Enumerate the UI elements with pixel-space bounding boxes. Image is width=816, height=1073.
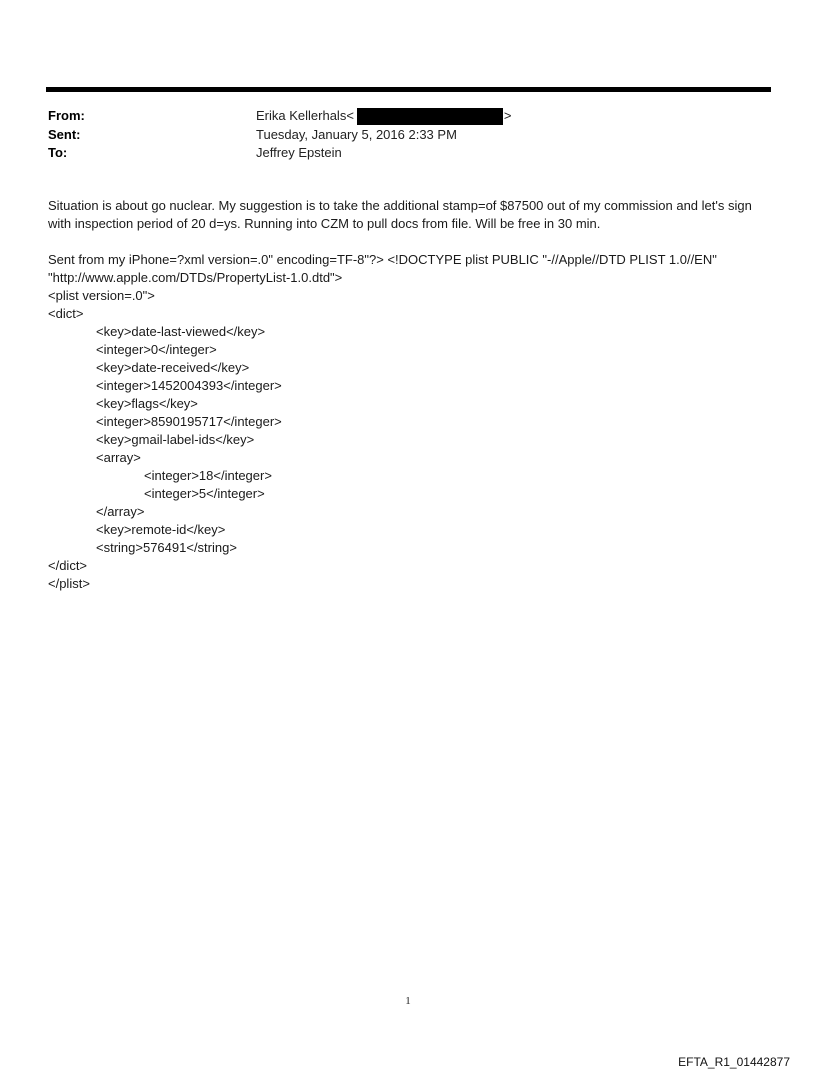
from-open-bracket: < xyxy=(346,108,354,123)
plist-line: <array> xyxy=(96,450,141,465)
sent-row xyxy=(48,126,768,145)
plist-line: </dict> xyxy=(48,558,88,573)
redaction-block xyxy=(357,108,503,125)
email-body xyxy=(48,197,770,593)
signature-line: Sent from my iPhone=?xml version=.0" encoding=TF-8"?> <!DOCTYPE plist PUBLIC "-//Apple//DTD PLIST 1.0//EN" xyxy=(48,252,717,267)
plist-line: <integer>8590195717</integer> xyxy=(96,414,282,429)
from-row xyxy=(48,107,768,126)
header-rule xyxy=(46,87,771,92)
signature-line: "http://www.apple.com/DTDs/PropertyList-1.0.dtd"> xyxy=(48,270,343,285)
sent-label: Sent: xyxy=(48,126,81,142)
plist-line: <key>gmail-label-ids</key> xyxy=(96,432,255,447)
to-label: To: xyxy=(48,145,68,160)
plist-line: <key>date-received</key> xyxy=(96,360,250,375)
from-close-bracket: > xyxy=(503,108,512,123)
plist-line: <plist version=.0"> xyxy=(48,288,155,303)
plist-line: <integer>1452004393</integer> xyxy=(96,378,282,393)
from-value xyxy=(256,107,512,126)
plist-line: <integer>5</integer> xyxy=(144,486,265,501)
message-paragraph: Situation is about go nuclear. My suggestion is to take the additional stamp=of $87500 out of my commission and let's sign with inspection period of 20 d=ys. Running into CZM to pull docs from file. Will be free in 30 min. xyxy=(48,198,752,231)
plist-line: </plist> xyxy=(48,576,90,591)
document-id: EFTA_R1_01442877 xyxy=(678,1055,790,1069)
plist-line: <key>date-last-viewed</key> xyxy=(96,324,266,339)
plist-line: <key>flags</key> xyxy=(96,396,198,411)
to-value: Jeffrey Epstein xyxy=(256,145,342,160)
sent-value: Tuesday, January 5, 2016 2:33 PM xyxy=(256,126,457,142)
plist-line: <dict> xyxy=(48,306,84,321)
plist-line: <key>remote-id</key> xyxy=(96,522,226,537)
plist-line: <string>576491</string> xyxy=(96,540,237,555)
plist-line: </array> xyxy=(96,504,145,519)
page-number: 1 xyxy=(405,995,411,1007)
plist-line: <integer>0</integer> xyxy=(96,342,217,357)
from-label: From: xyxy=(48,108,85,123)
to-row xyxy=(48,144,768,163)
email-header xyxy=(48,107,768,163)
from-name: Erika Kellerhals xyxy=(256,108,347,123)
plist-line: <integer>18</integer> xyxy=(144,468,272,483)
